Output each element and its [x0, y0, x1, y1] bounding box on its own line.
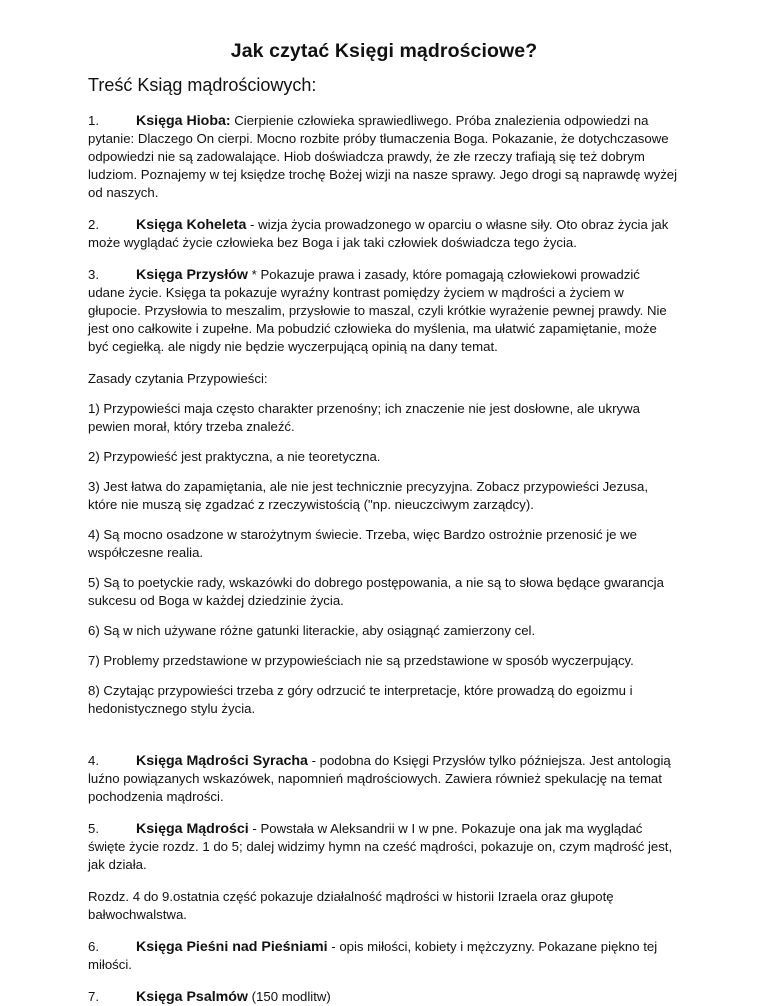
entry-title: Księga Mądrości: [136, 821, 249, 837]
rule-item: 4) Są mocno osadzone w starożytnym świecie. Trzeba, więc Bardzo ostrożnie przenosić je we współczesne realia.: [88, 527, 637, 560]
rules-heading: Zasady czytania Przypowieści:: [88, 371, 268, 386]
entry-text: * Pokazuje prawa i zasady, które pomagają człowiekowi prowadzić udane życie. Księga ta pokazuje wyraźny kontrast pomiędzy życiem w mądrości a życiem w głupocie. Przysłowia to meszalim, przysłowie to maszal, czyli krótkie wyrażenie pewnej prawdy. Nie jest ono całkowite i zupełne. Ma pobudzić człowieka do myślenia, ma ułatwić zapamiętanie, może być cegiełką. ale nigdy nie będzie wyczerpującą opinią na dany temat.: [88, 267, 667, 354]
entry-text: (150 modlitw): [247, 989, 331, 1004]
page-title: Jak czytać Księgi mądrościowe?: [230, 40, 538, 62]
book-entry-piesn: [88, 938, 680, 974]
entry-text: - podobna do Księgi Przysłów tylko późniejsza. Jest antologią luźno powiązanych wskazówek, napomnień mądrościowych. Zawiera również spekulację na temat pochodzenia mądrości.: [88, 753, 671, 804]
entry-text: - wizja życia prowadzonego w oparciu o własne siły. Oto obraz życia jak może wyglądać życie człowieka bez Boga i jak taki człowiek doświadcza tego życia.: [88, 217, 669, 250]
section-subtitle: Treść Ksiąg mądrościowych:: [88, 75, 317, 95]
entry-note: Rozdz. 4 do 9.ostatnia część pokazuje działalność mądrości w historii Izraela oraz głupotę bałwochwalstwa.: [88, 889, 614, 922]
entry-title: Księga Psalmów: [136, 989, 248, 1005]
entry-number: 3.: [88, 267, 99, 282]
book-entry-psalmy: [88, 988, 680, 1006]
rule-item: 3) Jest łatwa do zapamiętania, ale nie jest technicznie precyzyjna. Zobacz przypowieści Jezusa, które nie muszą się zgadzać z rzeczywistością ("np. nieuczciwym zarządcy).: [88, 479, 649, 512]
book-entry-przyslowia: [88, 266, 680, 356]
entry-number: 5.: [88, 821, 99, 836]
entry-title: Księga Mądrości Syracha: [136, 753, 308, 769]
rule-item: 2) Przypowieść jest praktyczna, a nie teoretyczna.: [88, 449, 381, 464]
entry-number: 2.: [88, 217, 99, 232]
book-entry-kohelet: [88, 216, 680, 252]
entry-title: Księga Hioba:: [136, 113, 231, 129]
entry-number: 1.: [88, 113, 99, 128]
entry-text: - opis miłości, kobiety i mężczyzny. Pokazane piękno tej miłości.: [88, 939, 658, 972]
entry-number: 6.: [88, 939, 99, 954]
entry-title: Księga Koheleta: [136, 217, 247, 233]
entry-number: 4.: [88, 753, 99, 768]
rule-item: 6) Są w nich używane różne gatunki literackie, aby osiągnąć zamierzony cel.: [88, 623, 536, 638]
rule-item: 7) Problemy przedstawione w przypowieściach nie są przedstawione w sposób wyczerpujący.: [88, 653, 634, 668]
entry-title: Księga Przysłów: [136, 267, 248, 283]
book-entry-hiob: [88, 112, 680, 202]
entry-text: Cierpienie człowieka sprawiedliwego. Próba znalezienia odpowiedzi na pytanie: Dlaczego On cierpi. Mocno rozbite próby tłumaczenia Boga. Pokazanie, że dotychczasowe odpowiedzi nie są zadowalające. Hiob doświadcza prawdy, że złe rzeczy trafiają się też dobrym ludziom. Poznajemy w tej księdze trochę Bożej wizji na nasze sprawy. Jego drogi są naprawdę wyżej od naszych.: [88, 113, 678, 200]
rule-item: 5) Są to poetyckie rady, wskazówki do dobrego postępowania, a nie są to słowa będące gwarancja sukcesu od Boga w każdej dziedzinie życia.: [88, 575, 664, 608]
entry-title: Księga Pieśni nad Pieśniami: [136, 939, 328, 955]
entry-number: 7.: [88, 989, 99, 1004]
book-entry-madrosc: [88, 820, 680, 874]
rule-item: 1) Przypowieści maja często charakter przenośny; ich znaczenie nie jest dosłowne, ale ukrywa pewien morał, który trzeba znaleźć.: [88, 401, 640, 434]
book-entry-syrach: [88, 752, 680, 806]
spacer: [88, 730, 680, 752]
entry-text: - Powstała w Aleksandrii w I w pne. Pokazuje ona jak ma wyglądać święte życie rozdz. 1 do 5; dalej widzimy hymn na cześć mądrości, pokazuje on, czym mądrość jest, jak działa.: [88, 821, 673, 872]
rule-item: 8) Czytając przypowieści trzeba z góry odrzucić te interpretacje, które prowadzą do egoizmu i hedonistycznego stylu życia.: [88, 683, 633, 716]
